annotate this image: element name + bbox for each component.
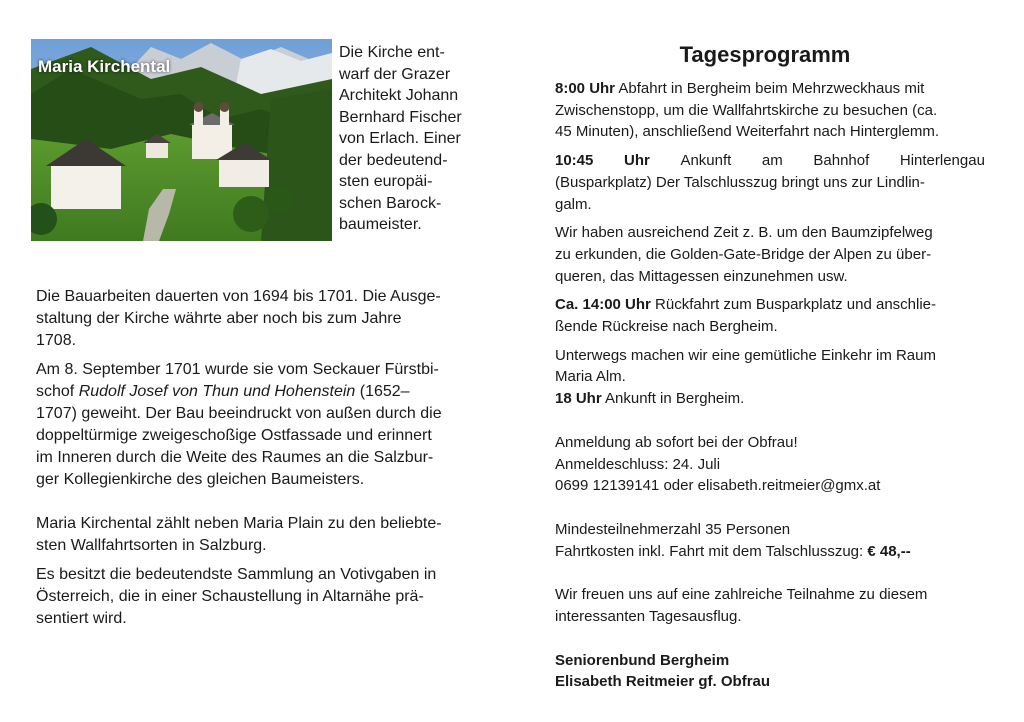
side-text-line: sten europäi- (339, 173, 433, 190)
text-fragment: Fahrtkosten inkl. Fahrt mit dem Talschlusszug: (555, 542, 868, 560)
text-fragment: Abfahrt in Bergheim beim Mehrzweckhaus mit (615, 80, 925, 97)
text-fragment: schof (36, 383, 79, 400)
text-fragment: Rückfahrt zum Busparkplatz und anschlie- (650, 296, 937, 314)
text-line: Wir freuen uns auf eine zahlreiche Teilnahme zu diesem (555, 586, 928, 604)
text-line (555, 388, 985, 410)
side-text-line: warf der Grazer (339, 65, 451, 83)
signature (555, 650, 985, 693)
text-word: Bahnhof (813, 152, 870, 170)
organization-name (555, 650, 985, 672)
church-photo (31, 39, 332, 241)
text-line (555, 294, 985, 316)
signature-line: Seniorenbund Bergheim (555, 651, 730, 669)
schedule-item-departure (555, 78, 985, 143)
text-word: Ankunft (680, 152, 732, 170)
text-line: doppeltürmige zweigeschoßige Ostfassade und erinnert (36, 427, 432, 444)
schedule-time: 10:45 (555, 152, 594, 170)
cost-info (555, 519, 985, 562)
text-line (555, 78, 985, 100)
text-line: interessanten Tagesausflug. (555, 608, 742, 626)
text-line (555, 150, 985, 172)
left-column (36, 286, 476, 630)
schedule-item-arrival (555, 150, 985, 215)
text-line: Mindesteilnehmerzahl 35 Personen (555, 520, 791, 538)
schedule-time: Ca. 14:00 Uhr (555, 296, 651, 314)
closing-note (555, 584, 985, 627)
text-line: Maria Kirchental zählt neben Maria Plain zu den beliebte- (36, 515, 442, 532)
text-line: Anmeldung ab sofort bei der Obfrau! (555, 433, 798, 451)
photo-side-text (339, 42, 489, 236)
schedule-item-activities (555, 222, 985, 287)
text-line: galm. (555, 195, 592, 213)
paragraph-pilgrimage (36, 513, 476, 557)
text-line: Die Bauarbeiten dauerten von 1694 bis 1701. Die Ausge- (36, 288, 441, 305)
price: € 48,-- (867, 542, 911, 560)
page-title: Tagesprogramm (679, 42, 851, 67)
text-line: Am 8. September 1701 wurde sie vom Seckauer Fürstbi- (36, 361, 439, 378)
text-line: Unterwegs machen wir eine gemütliche Einkehr im Raum (555, 346, 936, 364)
schedule-time: 18 Uhr (555, 390, 602, 408)
text-line: ger Kollegienkirche des gleichen Baumeisters. (36, 471, 365, 488)
photo-caption: Maria Kirchental (38, 57, 171, 76)
side-text-line: schen Barock- (339, 194, 442, 212)
text-line: queren, das Mittagessen einzunehmen usw. (555, 267, 848, 285)
paragraph-construction (36, 286, 476, 352)
side-text-line: von Erlach. Einer (339, 130, 461, 147)
text-line: Anmeldeschluss: 24. Juli (555, 455, 721, 473)
side-text-line: Architekt Johann (339, 87, 459, 104)
text-fragment: Ankunft in Bergheim. (601, 390, 745, 408)
registration-info (555, 432, 985, 497)
schedule-item-stop (555, 345, 985, 410)
text-line: Wir haben ausreichend Zeit z. B. um den Baumzipfelweg (555, 224, 933, 242)
text-line: Es besitzt die bedeutendste Sammlung an Votivgaben in (36, 566, 437, 583)
text-line: 1707) geweiht. Der Bau beeindruckt von außen durch die (36, 405, 442, 422)
signature-line: Elisabeth Reitmeier gf. Obfrau (555, 673, 771, 691)
side-text-line: Die Kirche ent- (339, 44, 445, 61)
side-text-line: baumeister. (339, 216, 422, 233)
text-line: zu erkunden, die Golden-Gate-Bridge der Alpen zu über- (555, 245, 932, 263)
paragraph-consecration (36, 359, 476, 491)
bishop-name: Rudolf Josef von Thun und Hohenstein (78, 383, 356, 400)
side-text-line: der bedeutend- (339, 151, 448, 169)
schedule-time-unit: Uhr (623, 152, 650, 170)
text-line: ßende Rückreise nach Bergheim. (555, 318, 778, 336)
text-word: Hinterlengau (899, 152, 985, 170)
text-line: 0699 12139141 oder elisabeth.reitmeier@gmx.at (555, 477, 881, 495)
paragraph-votive (36, 564, 476, 630)
schedule-time: 8:00 Uhr (555, 80, 616, 97)
text-line: sentiert wird. (36, 610, 127, 627)
text-line: 45 Minuten), anschließend Weiterfahrt nach Hinterglemm. (555, 123, 940, 141)
text-word: am (761, 152, 783, 170)
text-line: im Inneren durch die Weite des Raumes an die Salzbur- (36, 449, 434, 466)
text-line: 1708. (36, 332, 77, 349)
text-line (36, 381, 476, 403)
text-line: Maria Alm. (555, 368, 626, 386)
text-line: Österreich, die in einer Schaustellung in Altarnähe prä- (36, 588, 424, 605)
text-line: Zwischenstopp, um die Wallfahrtskirche zu besuchen (ca. (555, 101, 938, 119)
side-text-line: Bernhard Fischer (339, 108, 462, 126)
text-line: (Busparkplatz) Der Talschlusszug bringt uns zur Lindlin- (555, 173, 925, 191)
signer-name (555, 671, 985, 693)
text-line: sten Wallfahrtsorten in Salzburg. (36, 537, 267, 554)
text-fragment: (1652– (355, 383, 410, 400)
text-line (555, 541, 985, 563)
right-column (555, 78, 985, 693)
schedule-item-return (555, 294, 985, 337)
text-line: staltung der Kirche währte aber noch bis zum Jahre (36, 310, 402, 327)
